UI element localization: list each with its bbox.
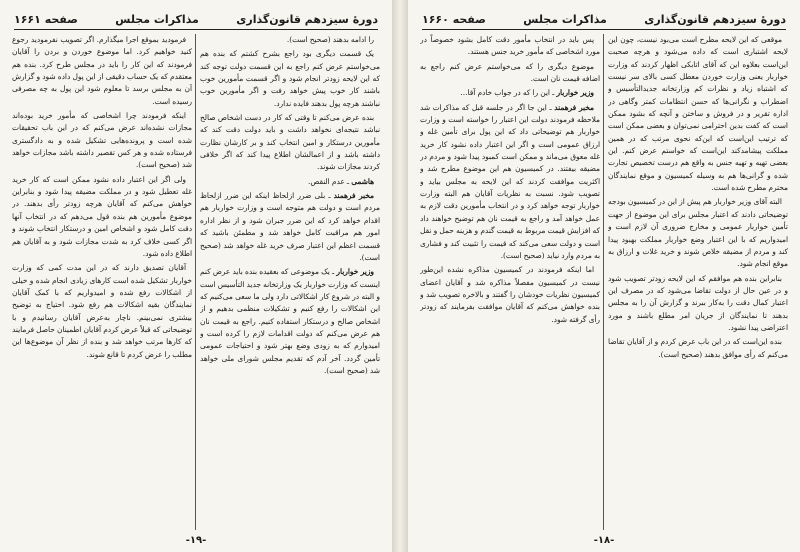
column-left — [420, 34, 600, 528]
paragraph-text: یک موضوعی که بعقیده بنده باید عرض کنم اینست که وزارت خواربار یک وزارتخانه جدید التأسیس است و البته در شروع کار اشکالاتی دارد ولی ما سعی می‌کنیم که این اشکالات را رفع کنیم و تشکیلات منظمی بدهیم و از اشخاص صالح و درستکار استفاده کنیم. راجع به قیمت نان هم عرض می‌کنم که دولت اقدامات لازم را کرده است و امیدوارم که به زودی وضع بهتر شود و احتیاجات عمومی تأمین گردد. آخر آدم که تقدیم مجلس شورای ملی خواهد شد (صحیح است). — [200, 267, 380, 375]
header-session: دورهٔ سیزدهم قانون‌گذاری — [236, 13, 378, 26]
paragraph — [420, 34, 600, 59]
column-right — [200, 34, 380, 528]
paragraph-text: یک قسمت دیگری بود راجع بشرح کشتم که بنده هم می‌خواستم عرض کنم راجع به این قسمت دولت توجه کند که این لایحه زودتر انجام شود و اگر قسمت مأمورین خوب باشند کار خوب پیش خواهد رفت و اگر مأمورین خوب نباشند هرچه پول بدهند فایده ندارد. — [200, 49, 380, 108]
paragraph: وزیر خواربار ـ این را که در جواب خادم آقا... — [460, 88, 594, 98]
paragraph-text: اینکه فرمودند چرا اشخاصی که مأمور خرید بوده‌اند مجازات نشده‌اند عرض می‌کنم که در این باب تحقیقات شده است و پرونده‌هایی تشکیل شده و به دادگستری فرستاده شده و هر کس تقصیر داشته باشد مجازات خواهد شد (صحیح است). — [12, 111, 192, 170]
paragraph-text: بنابراین بنده هم موافقم که این لایحه زودتر تصویب شود و در عین حال از دولت تقاضا می‌شود که در مصرف این اعتبار کمال دقت را به‌کار ببرند و گزارش آن را به مجلس بدهند تا نمایندگان از جریان امر مطلع باشند و مورد اعتراضی پیدا نشود. — [608, 273, 788, 332]
header-session: دورهٔ سیزدهم قانون‌گذاری — [644, 13, 786, 26]
page-number: -۱۸- — [593, 535, 615, 546]
page-header — [422, 6, 786, 26]
header-rule — [422, 29, 786, 30]
header-title: مذاکرات مجلس — [115, 13, 199, 26]
paragraph-text: البته آقای وزیر خواربار هم پیش از این در کمیسیون بودجه توضیحاتی دادند که اعتبار مجلس برای این موضوع از جهت تأمین خواربار عمومی و مخارج ضروری آن لازم است و امیدواریم که با این اعتبار وضع خواربار مملکت بهبود پیدا کند و مردم از مضیقه خلاص شوند و خرید غلات و ارزاق به موقع انجام شود. — [608, 197, 788, 269]
paragraph — [200, 34, 380, 46]
paragraph-text: فرمودید بموقع اجرا میگذارم. اگر تصویب نفرمودید رجوع کنید خواهیم کرد. اما موضوع خوردن و بردن را آقایان فرمودند که این کار را باید در مجلس طرح کرد. بنده هم معتقدم که یک حساب دقیقی از این پول داده شود و گزارش آن به مجلس برسد تا معلوم شود این پول به چه مصرفی رسیده است. — [12, 35, 192, 106]
book-gutter — [392, 0, 408, 552]
speaker-name: وزیر خواربار — [556, 88, 594, 98]
paragraph-text: این را که در جواب خادم آقا... — [460, 88, 550, 98]
speaker-name: وزیر خواربار — [336, 267, 374, 277]
paragraph-text: این جا اگر در جلسه قبل که مذاکرات شد ملاحظه فرمودند دولت این اعتبار را خواسته است و وزارت خواربار هم توضیحاتی داد که این پول برای تأمین غله و ارزاق عمومی است و اگر این اعتبار داده نشود کار خرید غله معوق می‌ماند و ممکن است کمبود پیدا شود و مردم در مضیقه بیفتند. در کمیسیون هم این موضوع مطرح شد و اکثریت موافقت کردند که این لایحه به مجلس بیاید و تصویب شود. نسبت به نظریات آقایان هم البته وزارت خواربار توجه خواهد کرد و در انتخاب مأمورین دقت لازم به عمل خواهد آمد و راجع به قیمت نان هم توضیح خواهند داد که افزایش قیمت مربوط به قیمت گندم و هزینه حمل و نقل است و دولت سعی می‌کند که قیمت را تثبیت کند و فشاری به مردم وارد نیاید (صحیح است). — [420, 102, 600, 260]
paragraph-text: بنده عرض می‌کنم تا وقتی که کار در دست اشخاص صالح نباشد نتیجه‌ای نخواهد داشت و باید دولت دقت کند که مأمورین درستکار و امین انتخاب کند و بر کارشان نظارت داشته باشد و از اعمالشان اطلاع پیدا کند که اگر خلافی کردند مجازات شوند. — [200, 113, 380, 172]
column-divider — [603, 34, 604, 530]
page-1661 — [0, 0, 392, 552]
paragraph-text: عدم النقص. — [308, 176, 345, 186]
column-divider — [195, 34, 196, 530]
paragraph — [420, 264, 600, 326]
paragraph — [420, 61, 600, 86]
speaker-name: مخبر فرهمند — [333, 191, 374, 201]
page-header — [14, 6, 378, 26]
paragraph — [12, 174, 192, 260]
paragraph — [608, 34, 788, 194]
paragraph-text: پس باید در انتخاب مأمور دقت کامل بشود خصوصاً در مورد اشخاصی که مأمور خرید جنس هستند. — [420, 35, 600, 57]
paragraph-text: اما اینکه فرمودند در کمیسیون مذاکره نشده این‌طور نیست در کمیسیون مفصلاً مذاکره شد و آقایان اعضای کمیسیون نظریات خودشان را گفتند و بالاخره تصویب شد و بنده خواهش می‌کنم که آقایان موافقت بفرمایند که زودتر رأی گرفته شود. — [420, 265, 600, 324]
paragraph-text: بنده این‌است که در این باب عرض کردم و از آقایان تقاضا می‌کنم که رأی موافق بدهند (صحیح است). — [608, 337, 788, 359]
paragraph: مخبر فرهمند ـ این جا اگر در جلسه قبل که مذاکرات شد ملاحظه فرمودند دولت این اعتبار را خواسته است و وزارت خواربار هم توضیحاتی داد که این پول برای تأمین غله و ارزاق عمومی است و اگر این اعتبار داده نشود کار خرید غله معوق می‌ماند و ممکن است کمبود پیدا شود و مردم در مضیقه بیفتند. در کمیسیون هم این موضوع مطرح شد و اکثریت موافقت کردند که این لایحه به مجلس بیاید و تصویب شود. نسبت به نظریات آقایان هم البته وزارت خواربار توجه خواهد کرد و در انتخاب مأمورین دقت لازم به عمل خواهد آمد و راجع به قیمت نان هم توضیح خواهند داد که افزایش قیمت مربوط به قیمت گندم و هزینه حمل و نقل است و دولت سعی می‌کند که قیمت را تثبیت کند و فشاری به مردم وارد نیاید (صحیح است). — [420, 102, 600, 260]
paragraph-text: موضوع دیگری را که می‌خواستم عرض کنم راجع به اضافه قیمت نان است. — [420, 61, 600, 84]
paragraph — [608, 336, 788, 361]
paragraph — [12, 262, 192, 361]
paragraph-text: آقایان تصدیق دارند که در این مدت کمی که وزارت خواربار تشکیل شده است کارهای زیادی انجام شده و خیلی از اشکالات رفع شده و امیدواریم که با کمک آقایان نمایندگان بقیه اشکالات هم رفع شود. احتیاج به توضیح بیشتری نمی‌بینم. ناچار به‌عرض آقایان رسانیدم و با توضیحاتی که قبلاً عرض کردم آقایان اطمینان حاصل فرمایند که کارها مرتب خواهد شد و بنده از نظر آن موضوع‌ها این مطلب را عرض کردم تا قانع شوند. — [12, 263, 192, 359]
paragraph — [12, 110, 192, 172]
paragraph-text: ولی اگر این اعتبار داده نشود ممکن است که کار خرید غله تعطیل شود و در مملکت مضیقه پیدا شود و بنابراین خواهش می‌کنم که آقایان هرچه زودتر رأی بدهند. در موضوع مأمورین هم بنده قول می‌دهم که در انتخاب آنها دقت کامل شود و اشخاص امین و درستکار انتخاب شوند و اگر کسی خلاف کرد به شدت مجازات شود و به آقایان هم اطلاع داده شود. — [12, 174, 192, 258]
paragraph — [608, 196, 788, 270]
page-number: -۱۹- — [185, 535, 207, 546]
speaker-name: هاشمی — [351, 176, 374, 186]
paragraph: مخبر فرهمند ـ بلی ضرر ازلحاظ اینکه این ضرر ازلحاظ مردم است و دولت هم متوجه است و وزارت خواربار هم اقدام خواهد کرد که این ضرر جبران شود و از نظر اداره امور هم مراقبت کامل خواهد شد و مطمئن باشید که قسمت اعظم این اعتبار صرف خرید غله خواهد شد (صحیح است). — [200, 191, 380, 262]
column-right — [608, 34, 788, 528]
paragraph: وزیر خواربار ـ یک موضوعی که بعقیده بنده باید عرض کنم اینست که وزارت خواربار یک وزارتخانه جدید التأسیس است و البته در شروع کار اشکالاتی دارد ولی ما سعی می‌کنیم که این اشکالات را رفع کنیم و تشکیلات منظمی بدهیم و از اشخاص صالح و درستکار استفاده کنیم. راجع به قیمت نان هم عرض می‌کنم که دولت اقدامات لازم را کرده است و امیدوارم که به زودی وضع بهتر شود و احتیاجات عمومی تأمین گردد. آخر آدم که تقدیم مجلس شورای ملی خواهد شد (صحیح است). — [200, 267, 380, 375]
paragraph: هاشمی ـ عدم النقص. — [308, 176, 374, 186]
header-page-label: صفحه ۱۶۶۱ — [14, 13, 78, 26]
paragraph — [200, 112, 380, 174]
paragraph — [12, 34, 192, 108]
paragraph-text: را ادامه بدهند (صحیح است). — [286, 35, 374, 44]
column-left — [12, 34, 192, 528]
paragraph-text: موقعی که این لایحه مطرح است می‌بود نیست، چون این لایحه اشتباری است که داده می‌شود و هرچه صحبت این‌است بعلاوه این که آقای اتابکی اظهار کردند که وزارت خواربار یعنی وزارت خوردن معطل کسی بالای سر نیست که اشتباه زیاد و نظرات کم وزارتخانه جدیدالتأسیس و اضطراب و نگرانی‌ها که حسن انتظامات کمتر و‌گاهی در اداره تقریر و در فروش و ساختن و آنچه که بشود ممکن است که کفت بدین احترامی نمی‌توان و بعضی ممکن است که ترتیب این‌است که این‌که نحوی مرتب که در همین مملکت پیشامدکند این‌است که خواستم عرض کنم. این بعضی تهیه و تهیه جنس به واقع هم درست تخصیص تجارت شده و گرانی‌ها هم به وسیله کمیسیون و موقع نمایندگان محترم مطرح شده است. — [608, 35, 788, 193]
speaker-name: مخبر فرهمند — [554, 102, 594, 112]
page-1660 — [408, 0, 800, 552]
paragraph — [200, 48, 380, 110]
paragraph-text: بلی ضرر ازلحاظ اینکه این ضرر ازلحاظ مردم است و دولت هم متوجه است و وزارت خواربار هم اقدام خواهد کرد که این ضرر جبران شود و از نظر اداره امور هم مراقبت کامل خواهد شد و مطمئن باشید که قسمت اعظم این اعتبار صرف خرید غله خواهد شد (صحیح است). — [200, 191, 380, 262]
header-page-label: صفحه ۱۶۶۰ — [422, 13, 486, 26]
paragraph — [608, 273, 788, 335]
header-title: مذاکرات مجلس — [523, 13, 607, 26]
header-rule — [14, 29, 378, 30]
